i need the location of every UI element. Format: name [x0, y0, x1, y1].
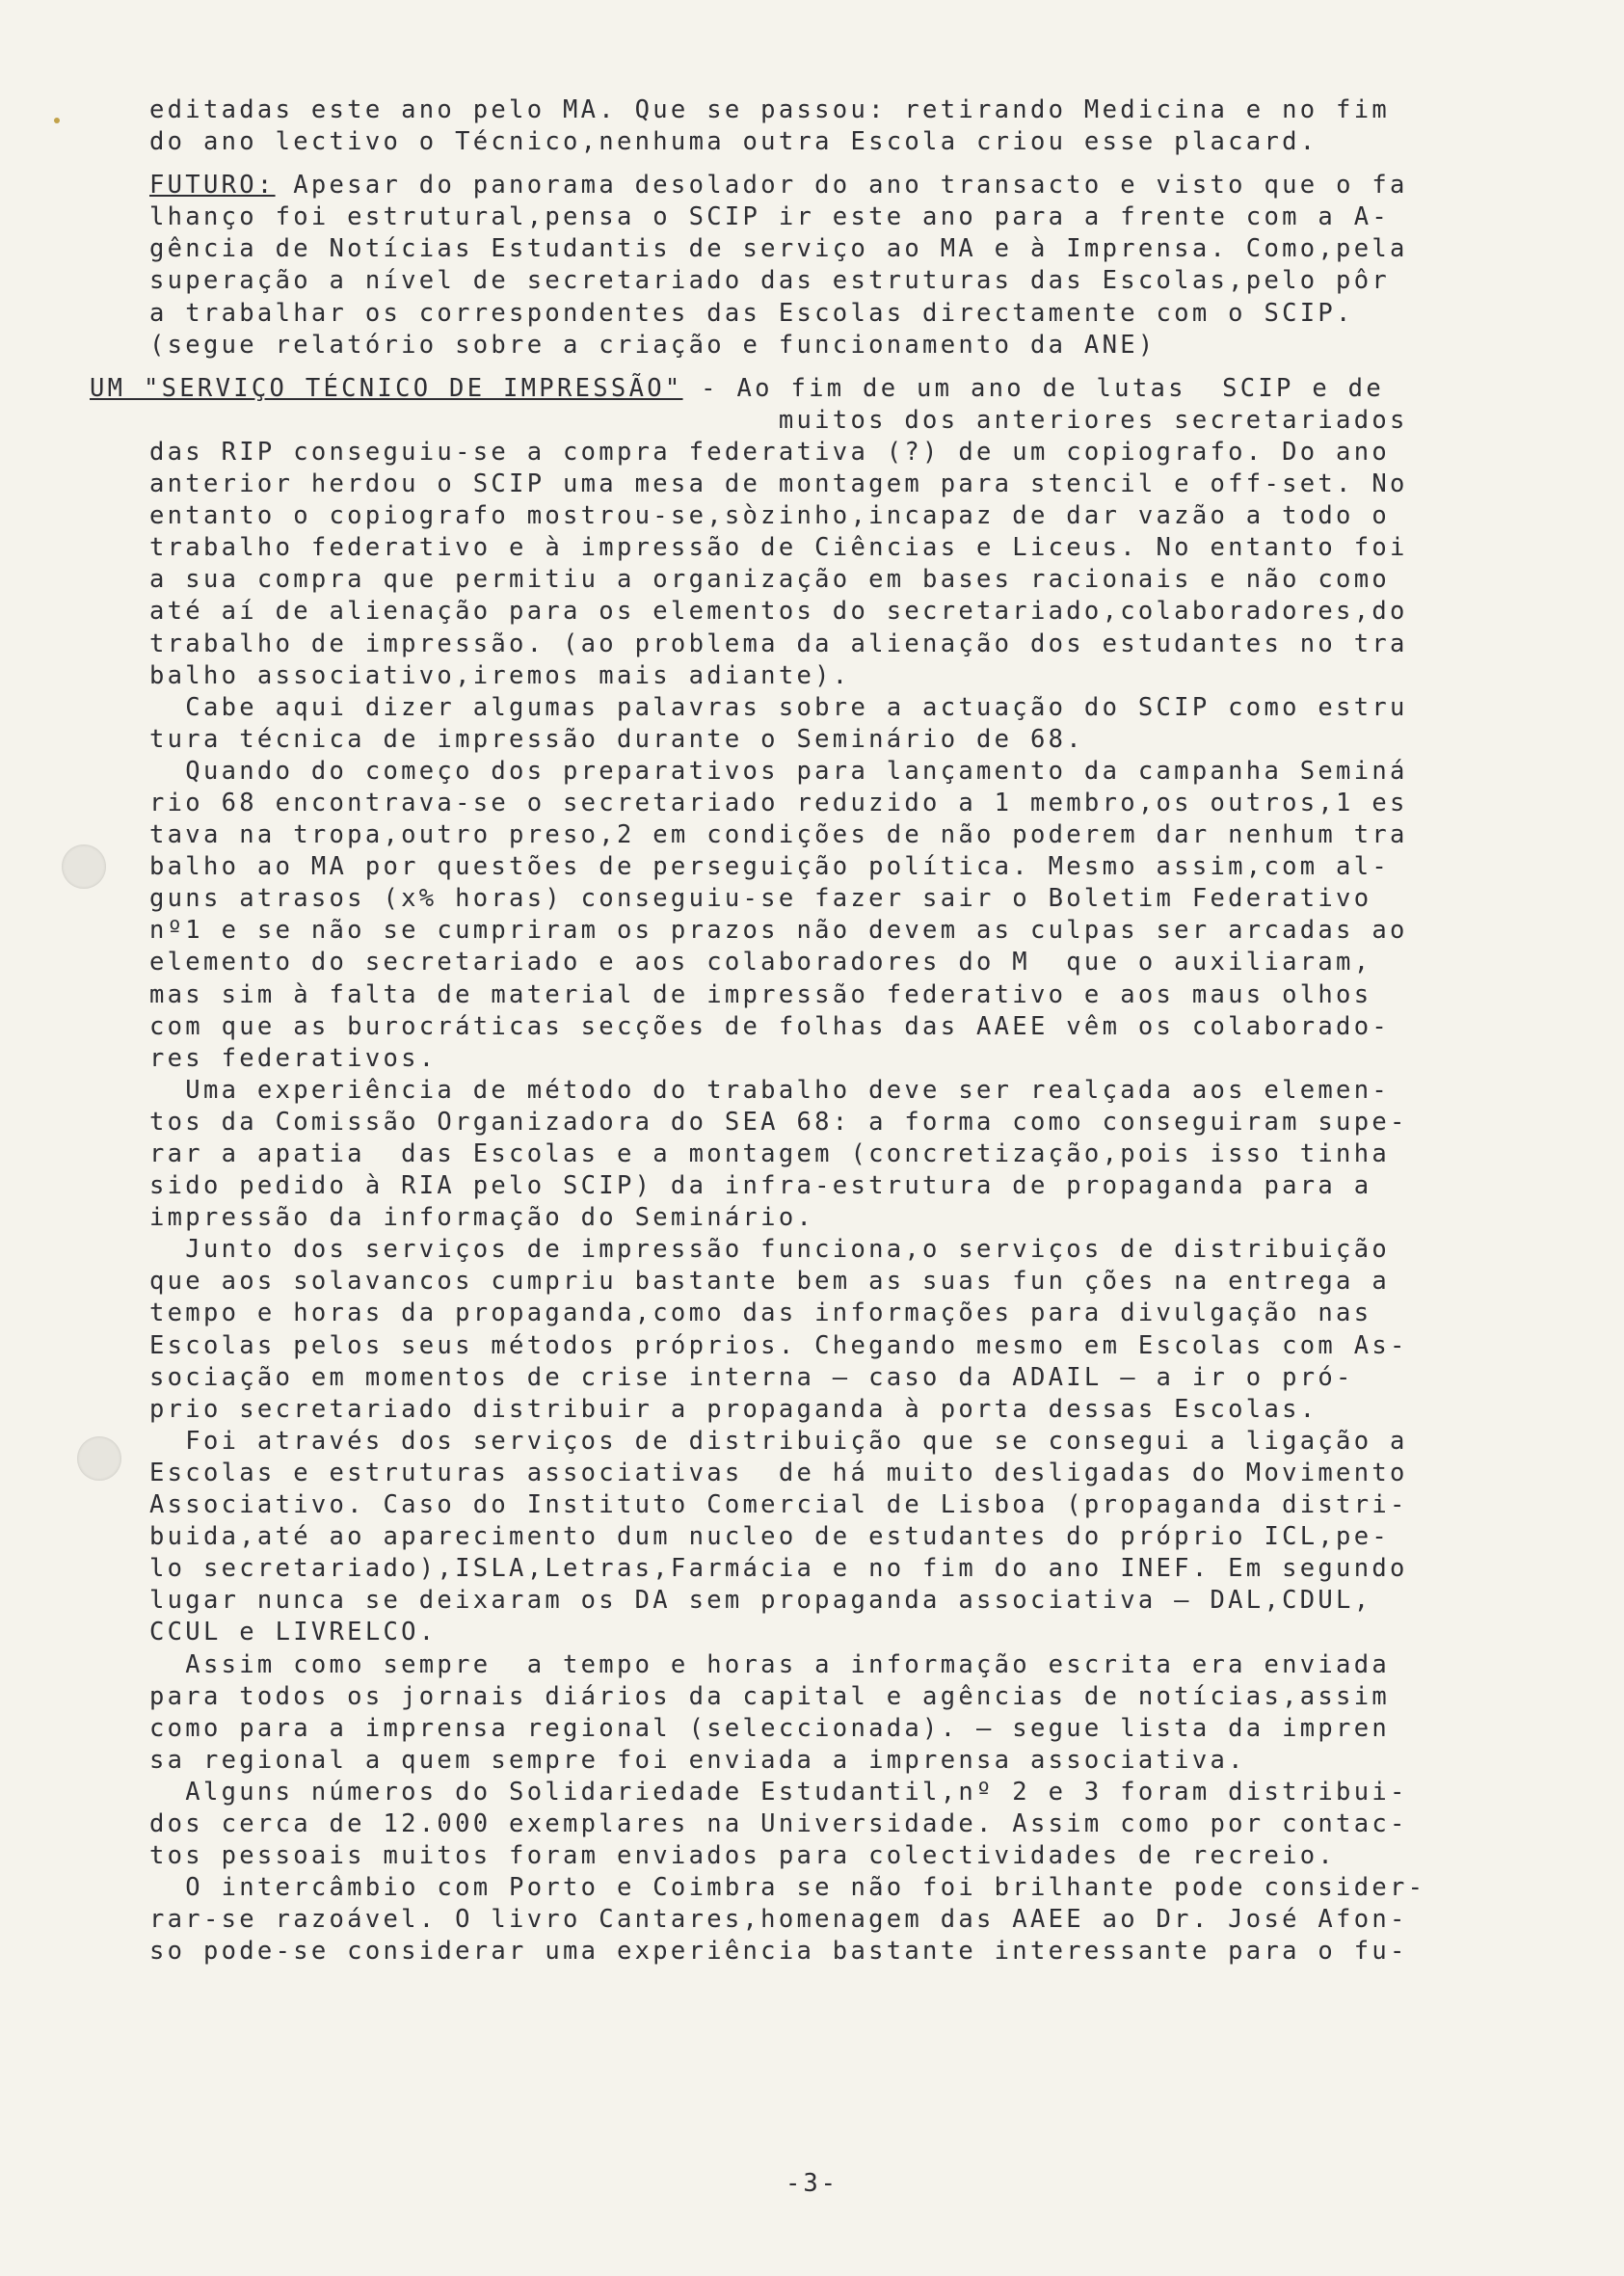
line-text: Foi através dos serviços de distribuição que se consegui a ligação a — [149, 1426, 1408, 1456]
text-line — [149, 1234, 1528, 1266]
line-text: que aos solavancos cumpriu bastante bem as suas fun ções na entrega a — [149, 1267, 1391, 1297]
text-line — [149, 1266, 1528, 1298]
line-text: (segue relatório sobre a criação e funcionamento da ANE) — [149, 330, 1157, 360]
text-line — [149, 724, 1528, 756]
text-line — [149, 1649, 1528, 1681]
text-line — [149, 94, 1528, 126]
paragraph-gap — [149, 158, 1528, 170]
text-line — [149, 1553, 1528, 1585]
line-text: Junto dos serviços de impressão funciona,o serviços de distribuição — [149, 1235, 1391, 1265]
text-line — [149, 1777, 1528, 1808]
text-line — [149, 1362, 1528, 1394]
line-text: rar a apatia das Escolas e a montagem (concretização,pois isso tinha — [149, 1139, 1391, 1168]
text-line — [149, 500, 1528, 532]
line-text: entanto o copiografo mostrou-se,sòzinho,incapaz de dar vazão a todo o — [149, 501, 1391, 531]
line-text: tura técnica de impressão durante o Seminário de 68. — [149, 724, 1084, 754]
line-text: trabalho de impressão. (ao problema da alienação dos estudantes no tra — [149, 629, 1408, 658]
text-line — [149, 1681, 1528, 1713]
text-line — [149, 1298, 1528, 1329]
text-line — [149, 947, 1528, 978]
text-line — [149, 1713, 1528, 1745]
line-text: dos cerca de 12.000 exemplares na Universidade. Assim como por contac- — [149, 1808, 1408, 1838]
line-text: como para a imprensa regional (seleccionada). — segue lista da impren — [149, 1713, 1391, 1743]
text-line — [149, 979, 1528, 1011]
line-text: gência de Notícias Estudantis de serviço ao MA e à Imprensa. Como,pela — [149, 234, 1408, 264]
line-text: até aí de alienação para os elementos do secretariado,colaboradores,do — [149, 597, 1408, 627]
line-text: impressão da informação do Seminário. — [149, 1203, 815, 1233]
line-text: anterior herdou o SCIP uma mesa de montagem para stencil e off-set. No — [149, 469, 1408, 499]
line-text: com que as burocráticas secções de folhas das AAEE vêm os colaborado- — [149, 1011, 1391, 1041]
text-line — [149, 1585, 1528, 1617]
text-line — [149, 1043, 1528, 1075]
text-line — [149, 596, 1528, 628]
line-text: rar-se razoável. O livro Cantares,homenagem das AAEE ao Dr. José Afon- — [149, 1905, 1408, 1935]
text-line — [149, 1138, 1528, 1170]
line-text: Quando do começo dos preparativos para lançamento da campanha Seminá — [149, 756, 1408, 786]
line-text: so pode-se considerar uma experiência bastante interessante para o fu- — [149, 1937, 1408, 1967]
text-line — [149, 1489, 1528, 1521]
text-line — [149, 756, 1528, 788]
text-line — [90, 373, 1528, 405]
line-text: prio secretariado distribuir a propaganda à porta dessas Escolas. — [149, 1394, 1318, 1424]
line-text: elemento do secretariado e aos colaboradores do M que o auxiliaram, — [149, 948, 1372, 977]
line-text: das RIP conseguiu-se a compra federativa (?) de um copiografo. Do ano — [149, 437, 1391, 467]
line-text: tos da Comissão Organizadora do SEA 68: a forma como conseguiram supe- — [149, 1107, 1408, 1137]
text-line — [149, 1808, 1528, 1840]
line-text: superação a nível de secretariado das estruturas das Escolas,pelo pôr — [149, 266, 1391, 296]
text-line — [149, 1011, 1528, 1043]
text-line — [149, 1840, 1528, 1872]
text-line — [149, 1107, 1528, 1138]
text-line — [149, 532, 1528, 564]
line-text: Apesar do panorama desolador do ano transacto e visto que o fa — [275, 171, 1408, 201]
text-line — [149, 1872, 1528, 1904]
text-line — [149, 170, 1528, 201]
line-text: tos pessoais muitos foram enviados para colectividades de recreio. — [149, 1841, 1337, 1871]
line-text: balho ao MA por questões de perseguição política. Mesmo assim,com al- — [149, 852, 1391, 882]
text-line — [149, 265, 1528, 297]
section-heading: UM "SERVIÇO TÉCNICO DE IMPRESSÃO" — [90, 373, 683, 403]
text-line — [149, 819, 1528, 851]
text-line — [149, 126, 1528, 158]
line-text: nº1 e se não se cumpriram os prazos não devem as culpas ser arcadas ao — [149, 916, 1408, 946]
line-text: Associativo. Caso do Instituto Comercial de Lisboa (propaganda distri- — [149, 1490, 1408, 1520]
line-text: tava na tropa,outro preso,2 em condições de não poderem dar nenhum tra — [149, 820, 1408, 850]
text-line — [149, 1426, 1528, 1458]
line-text: tempo e horas da propaganda,como das informações para divulgação nas — [149, 1299, 1372, 1328]
text-line — [149, 788, 1528, 819]
line-text: O intercâmbio com Porto e Coimbra se não foi brilhante pode consider- — [149, 1873, 1426, 1903]
line-text: Escolas pelos seus métodos próprios. Chegando mesmo em Escolas com As- — [149, 1330, 1408, 1360]
line-text: Assim como sempre a tempo e horas a informação escrita era enviada — [149, 1649, 1391, 1679]
text-line — [149, 915, 1528, 947]
text-line — [149, 1936, 1528, 1968]
text-line — [149, 469, 1528, 500]
text-line — [149, 660, 1528, 692]
line-text: balho associativo,iremos mais adiante). — [149, 660, 851, 690]
section-heading: FUTURO: — [149, 171, 276, 201]
line-text: para todos os jornais diários da capital e agências de notícias,assim — [149, 1681, 1391, 1711]
line-text: Escolas e estruturas associativas de há muito desligadas do Movimento — [149, 1458, 1408, 1487]
line-text: mas sim à falta de material de impressão federativo e aos maus olhos — [149, 979, 1372, 1009]
line-text: Cabe aqui dizer algumas palavras sobre a actuação do SCIP como estru — [149, 692, 1408, 722]
text-line — [149, 233, 1528, 265]
text-line — [149, 851, 1528, 883]
text-line — [149, 1904, 1528, 1936]
line-text: trabalho federativo e à impressão de Ciências e Liceus. No entanto foi — [149, 533, 1408, 563]
text-line — [149, 298, 1528, 330]
line-text: - Ao fim de um ano de lutas SCIP e de — [682, 373, 1384, 403]
line-text: a trabalhar os correspondentes das Escolas directamente com o SCIP. — [149, 298, 1354, 328]
line-text: sociação em momentos de crise interna — caso da ADAIL — a ir o pró- — [149, 1362, 1354, 1392]
text-line — [149, 1202, 1528, 1234]
line-text: res federativos. — [149, 1043, 438, 1073]
text-line — [149, 1458, 1528, 1489]
text-line — [149, 692, 1528, 724]
line-text: Alguns números do Solidariedade Estudantil,nº 2 e 3 foram distribui- — [149, 1777, 1408, 1807]
line-text: buida,até ao aparecimento dum nucleo de estudantes do próprio ICL,pe- — [149, 1522, 1391, 1552]
line-text: sa regional a quem sempre foi enviada a imprensa associativa. — [149, 1745, 1246, 1775]
text-line — [149, 437, 1528, 469]
text-line — [149, 564, 1528, 596]
line-text: lugar nunca se deixaram os DA sem propaganda associativa — DAL,CDUL, — [149, 1586, 1372, 1616]
page-number: -3- — [785, 2169, 839, 2198]
line-text: a sua compra que permitiu a organização em bases racionais e não como — [149, 565, 1391, 595]
text-line — [149, 1394, 1528, 1426]
ink-mark — [54, 118, 60, 123]
text-line — [149, 405, 1528, 437]
line-text: Uma experiência de método do trabalho deve ser realçada aos elemen- — [149, 1075, 1391, 1105]
text-line — [149, 1617, 1528, 1648]
line-text: muitos dos anteriores secretariados — [149, 405, 1408, 435]
punch-hole-top — [62, 844, 106, 889]
punch-hole-bottom — [77, 1436, 121, 1481]
text-line — [149, 1170, 1528, 1202]
document-body — [90, 94, 1528, 1968]
paragraph-gap — [149, 361, 1528, 373]
line-text: guns atrasos (x% horas) conseguiu-se fazer sair o Boletim Federativo — [149, 884, 1372, 914]
line-text: rio 68 encontrava-se o secretariado reduzido a 1 membro,os outros,1 es — [149, 788, 1408, 817]
text-line — [149, 629, 1528, 660]
line-text: sido pedido à RIA pelo SCIP) da infra-estrutura de propaganda para a — [149, 1171, 1372, 1201]
text-line — [149, 1521, 1528, 1553]
text-line — [149, 330, 1528, 361]
line-text: lhanço foi estrutural,pensa o SCIP ir este ano para a frente com a A- — [149, 202, 1391, 232]
text-line — [149, 1330, 1528, 1362]
text-line — [149, 201, 1528, 233]
line-text: CCUL e LIVRELCO. — [149, 1618, 438, 1647]
line-text: lo secretariado),ISLA,Letras,Farmácia e no fim do ano INEF. Em segundo — [149, 1554, 1408, 1584]
text-line — [149, 1745, 1528, 1777]
line-text: do ano lectivo o Técnico,nenhuma outra Escola criou esse placard. — [149, 127, 1318, 157]
line-text: editadas este ano pelo MA. Que se passou: retirando Medicina e no fim — [149, 95, 1391, 124]
text-line — [149, 1075, 1528, 1107]
text-line — [149, 883, 1528, 915]
